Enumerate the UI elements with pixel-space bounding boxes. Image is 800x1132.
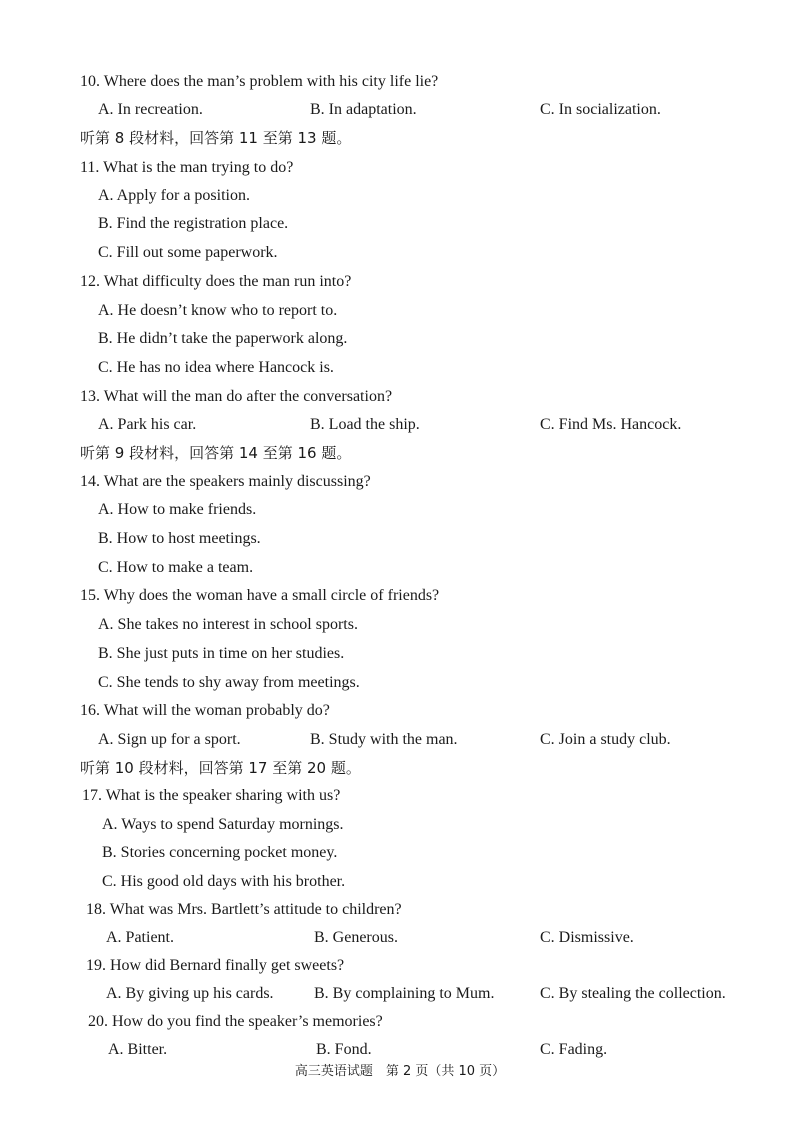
q13-option-b: B. Load the ship. bbox=[310, 416, 420, 433]
q17-option-a: A. Ways to spend Saturday mornings. bbox=[102, 816, 344, 833]
q14-option-b: B. How to host meetings. bbox=[98, 530, 261, 547]
q17-option-c: C. His good old days with his brother. bbox=[102, 873, 346, 890]
q19-option-c: C. By stealing the collection. bbox=[540, 985, 726, 1002]
q19-option-a: A. By giving up his cards. bbox=[106, 985, 274, 1002]
q15-option-a: A. She takes no interest in school sports. bbox=[98, 616, 358, 633]
q12-option-b: B. He didn’t take the paperwork along. bbox=[98, 330, 348, 347]
question-18: 18. What was Mrs. Bartlett’s attitude to children? bbox=[86, 901, 402, 918]
q15-option-c: C. She tends to shy away from meetings. bbox=[98, 674, 360, 691]
q11-option-b: B. Find the registration place. bbox=[98, 215, 289, 232]
q20-option-c: C. Fading. bbox=[540, 1041, 608, 1058]
q15-option-b: B. She just puts in time on her studies. bbox=[98, 645, 345, 662]
question-12: 12. What difficulty does the man run into? bbox=[80, 273, 352, 290]
q10-option-c: C. In socialization. bbox=[540, 101, 661, 118]
question-14: 14. What are the speakers mainly discussing? bbox=[80, 473, 371, 490]
q10-option-a: A. In recreation. bbox=[98, 101, 203, 118]
q17-option-b: B. Stories concerning pocket money. bbox=[102, 844, 338, 861]
q16-option-b: B. Study with the man. bbox=[310, 731, 458, 748]
q14-option-a: A. How to make friends. bbox=[98, 501, 257, 518]
q10-option-b: B. In adaptation. bbox=[310, 101, 417, 118]
q14-option-c: C. How to make a team. bbox=[98, 559, 254, 576]
question-17: 17. What is the speaker sharing with us? bbox=[82, 787, 341, 804]
q18-option-a: A. Patient. bbox=[106, 929, 174, 946]
section-8-instruction: 听第 8 段材料，回答第 11 至第 13 题。 bbox=[80, 129, 352, 147]
page-footer: 高三英语试题 第 2 页（共 10 页） bbox=[294, 1064, 506, 1079]
question-13: 13. What will the man do after the conversation? bbox=[80, 388, 393, 405]
q12-option-a: A. He doesn’t know who to report to. bbox=[98, 302, 338, 319]
question-19: 19. How did Bernard finally get sweets? bbox=[86, 957, 345, 974]
q13-option-a: A. Park his car. bbox=[98, 416, 197, 433]
q16-option-a: A. Sign up for a sport. bbox=[98, 731, 241, 748]
q13-option-c: C. Find Ms. Hancock. bbox=[540, 416, 682, 433]
question-10: 10. Where does the man’s problem with his city life lie? bbox=[80, 73, 439, 90]
question-16: 16. What will the woman probably do? bbox=[80, 702, 330, 719]
q12-option-c: C. He has no idea where Hancock is. bbox=[98, 359, 334, 376]
question-20: 20. How do you find the speaker’s memories? bbox=[88, 1013, 383, 1030]
q18-option-c: C. Dismissive. bbox=[540, 929, 634, 946]
q18-option-b: B. Generous. bbox=[314, 929, 398, 946]
q16-option-c: C. Join a study club. bbox=[540, 731, 671, 748]
section-9-instruction: 听第 9 段材料，回答第 14 至第 16 题。 bbox=[80, 444, 352, 462]
q11-option-c: C. Fill out some paperwork. bbox=[98, 244, 278, 261]
question-15: 15. Why does the woman have a small circle of friends? bbox=[80, 587, 440, 604]
q19-option-b: B. By complaining to Mum. bbox=[314, 985, 495, 1002]
q11-option-a: A. Apply for a position. bbox=[98, 187, 250, 204]
question-11: 11. What is the man trying to do? bbox=[80, 159, 294, 176]
section-10-instruction: 听第 10 段材料，回答第 17 至第 20 题。 bbox=[80, 759, 361, 777]
q20-option-b: B. Fond. bbox=[316, 1041, 372, 1058]
q20-option-a: A. Bitter. bbox=[108, 1041, 168, 1058]
